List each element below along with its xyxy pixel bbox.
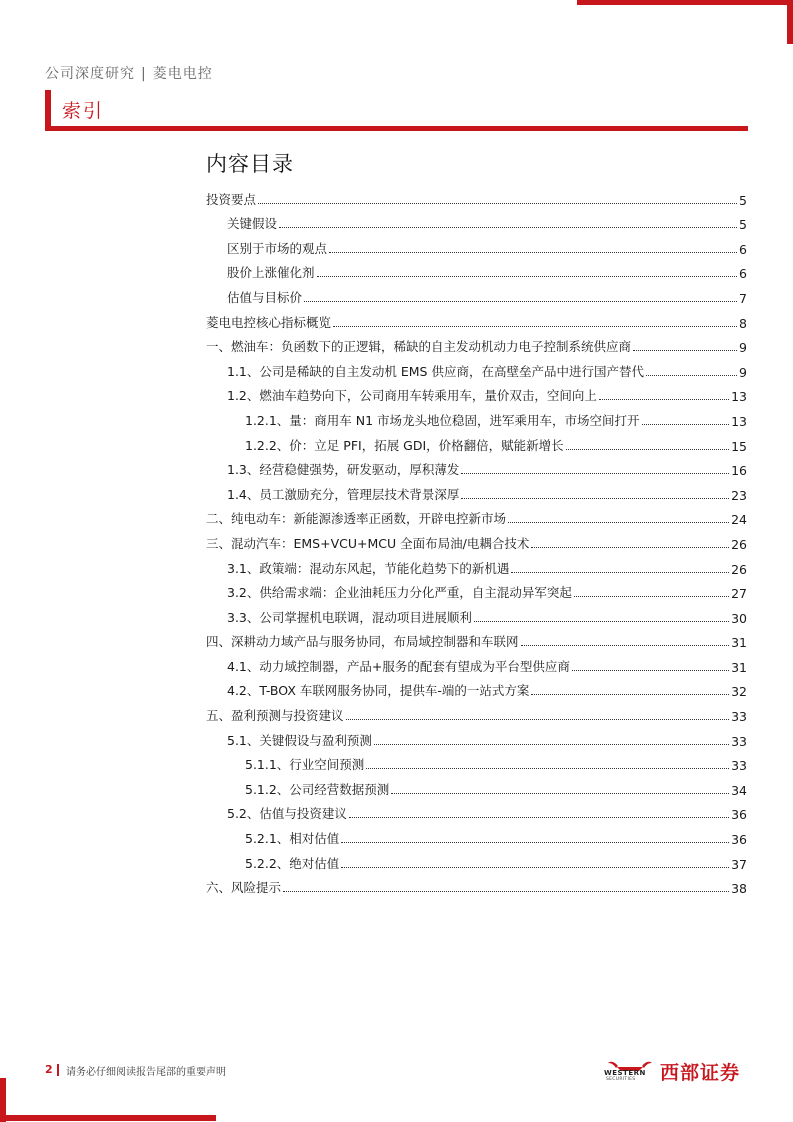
toc-entry-page: 26 bbox=[731, 536, 747, 552]
toc-entry-leader bbox=[258, 203, 737, 204]
toc-entry-label: 三、混动汽车：EMS+VCU+MCU 全面布局油/电耦合技术 bbox=[206, 535, 530, 551]
breadcrumb bbox=[45, 63, 213, 83]
toc-entry[interactable] bbox=[206, 552, 747, 577]
toc-entry-page: 26 bbox=[731, 561, 747, 577]
toc-entry-label: 5.2.2、绝对估值 bbox=[245, 855, 340, 871]
toc-entry-label: 六、风险提示 bbox=[206, 880, 282, 896]
toc-entry-label: 5.1.2、公司经营数据预测 bbox=[245, 781, 390, 797]
toc-entry-page: 16 bbox=[731, 463, 747, 479]
toc-entry-page: 24 bbox=[731, 512, 747, 528]
toc-entry-leader bbox=[531, 547, 729, 548]
toc-entry[interactable] bbox=[206, 601, 747, 626]
toc-entry[interactable] bbox=[206, 527, 747, 552]
toc-entry-page: 6 bbox=[739, 266, 747, 282]
toc-entry[interactable] bbox=[206, 257, 747, 282]
toc-entry-leader bbox=[531, 694, 729, 695]
toc-entry-label: 1.4、员工激励充分，管理层技术背景深厚 bbox=[227, 486, 460, 502]
toc-entry[interactable] bbox=[206, 232, 747, 257]
toc-entry-label: 二、纯电动车：新能源渗透率正函数，开辟电控新市场 bbox=[206, 511, 507, 527]
toc-entry-leader bbox=[346, 719, 730, 720]
toc-entry-page: 33 bbox=[731, 709, 747, 725]
toc-entry-label: 4.1、动力域控制器，产品+服务的配套有望成为平台型供应商 bbox=[227, 658, 570, 674]
toc-entry[interactable] bbox=[206, 724, 747, 749]
toc-entry-page: 38 bbox=[731, 881, 747, 897]
toc-entry-page: 5 bbox=[739, 192, 747, 208]
toc-entry-page: 33 bbox=[731, 733, 747, 749]
toc-entry[interactable] bbox=[206, 577, 747, 602]
toc-entry-page: 27 bbox=[731, 586, 747, 602]
toc-entry[interactable] bbox=[206, 650, 747, 675]
toc-entry-label: 一、燃油车：负函数下的正逻辑，稀缺的自主发动机动力电子控制系统供应商 bbox=[206, 339, 632, 355]
toc-entry-page: 13 bbox=[731, 413, 747, 429]
breadcrumb-separator: | bbox=[141, 66, 147, 82]
toc-entry-label: 估值与目标价 bbox=[227, 289, 303, 305]
section-divider bbox=[45, 126, 748, 131]
company-logo bbox=[604, 1055, 750, 1085]
toc-entry-leader bbox=[508, 522, 729, 523]
toc-entry-label: 1.1、公司是稀缺的自主发动机 EMS 供应商，在高壁垒产品中进行国产替代 bbox=[227, 363, 644, 379]
toc-entry[interactable] bbox=[206, 798, 747, 823]
toc-entry-page: 34 bbox=[731, 782, 747, 798]
toc-entry-leader bbox=[474, 621, 729, 622]
toc-entry-label: 投资要点 bbox=[206, 191, 257, 207]
toc-entry-page: 31 bbox=[731, 635, 747, 651]
toc-entry[interactable] bbox=[206, 626, 747, 651]
toc-entry-leader bbox=[279, 227, 737, 228]
toc-entry-leader bbox=[304, 301, 737, 302]
toc-entry-label: 五、盈利预测与投资建议 bbox=[206, 708, 344, 724]
toc-entry-label: 1.2.2、价：立足 PFI，拓展 GDI，价格翻倍，赋能新增长 bbox=[245, 437, 564, 453]
toc-entry-page: 32 bbox=[731, 684, 747, 700]
toc-entry-leader bbox=[317, 276, 738, 277]
toc-entry-label: 5.1、关键假设与盈利预测 bbox=[227, 732, 372, 748]
logo-chinese-text: 西部证券 bbox=[660, 1062, 741, 1084]
toc-entry[interactable] bbox=[206, 773, 747, 798]
toc-entry[interactable] bbox=[206, 454, 747, 479]
toc-entry[interactable] bbox=[206, 208, 747, 233]
toc-entry-page: 36 bbox=[731, 807, 747, 823]
toc-entry[interactable] bbox=[206, 478, 747, 503]
toc-entry-label: 1.2、燃油车趋势向下，公司商用车转乘用车，量价双击，空间向上 bbox=[227, 388, 597, 404]
toc-entry-label: 四、深耕动力域产品与服务协同，布局域控制器和车联网 bbox=[206, 634, 519, 650]
toc-entry-leader bbox=[329, 252, 737, 253]
page-number: 2 bbox=[45, 1063, 53, 1076]
toc-entry-label: 股价上涨催化剂 bbox=[227, 265, 315, 281]
toc-entry-label: 3.1、政策端：混动东风起，节能化趋势下的新机遇 bbox=[227, 560, 510, 576]
toc-entry-label: 5.1.1、行业空间预测 bbox=[245, 757, 365, 773]
toc-entry-page: 8 bbox=[739, 315, 747, 331]
toc-entry-leader bbox=[461, 473, 729, 474]
toc-entry-label: 1.2.1、量：商用车 N1 市场龙头地位稳固，进军乘用车，市场空间打开 bbox=[245, 412, 640, 428]
toc-entry-leader bbox=[521, 645, 730, 646]
toc-entry-page: 9 bbox=[739, 340, 747, 356]
toc-entry-leader bbox=[391, 793, 729, 794]
logo-brand-text: WESTERN bbox=[604, 1069, 646, 1077]
corner-decoration-top-right bbox=[577, 0, 793, 5]
breadcrumb-company: 菱电电控 bbox=[152, 66, 213, 82]
toc-entry-leader bbox=[341, 867, 729, 868]
logo-sub-text: SECURITIES bbox=[606, 1077, 636, 1082]
toc-entry-label: 关键假设 bbox=[227, 216, 278, 232]
section-marker-bar bbox=[45, 90, 51, 130]
toc-entry[interactable] bbox=[206, 429, 747, 454]
toc-entry-label: 4.2、T-BOX 车联网服务协同，提供车-端的一站式方案 bbox=[227, 683, 530, 699]
toc-entry-page: 7 bbox=[739, 290, 747, 306]
toc-entry-page: 15 bbox=[731, 438, 747, 454]
toc-entry[interactable] bbox=[206, 749, 747, 774]
toc-entry[interactable] bbox=[206, 183, 747, 208]
toc-entry[interactable] bbox=[206, 380, 747, 405]
toc-entry-label: 菱电电控核心指标概览 bbox=[206, 314, 332, 330]
toc-entry-page: 9 bbox=[739, 364, 747, 380]
toc-entry-page: 37 bbox=[731, 856, 747, 872]
toc-entry[interactable] bbox=[206, 872, 747, 897]
toc-entry-label: 区别于市场的观点 bbox=[227, 240, 328, 256]
toc-entry-label: 3.2、供给需求端：企业油耗压力分化严重，自主混动异军突起 bbox=[227, 585, 572, 601]
toc-entry-page: 6 bbox=[739, 241, 747, 257]
toc-title: 内容目录 bbox=[206, 152, 294, 176]
toc-entry-label: 5.2、估值与投资建议 bbox=[227, 806, 347, 822]
toc-entry-leader bbox=[646, 375, 737, 376]
toc-entry-leader bbox=[633, 350, 737, 351]
toc-entry-page: 13 bbox=[731, 389, 747, 405]
toc-entry-page: 30 bbox=[731, 610, 747, 626]
toc-entry-leader bbox=[366, 768, 729, 769]
toc-entry-label: 3.3、公司掌握机电联调，混动项目进展顺利 bbox=[227, 609, 472, 625]
toc-entry-leader bbox=[461, 498, 729, 499]
toc-entry-leader bbox=[283, 891, 729, 892]
corner-decoration-bottom-left bbox=[0, 1115, 216, 1121]
toc-entry-leader bbox=[349, 817, 729, 818]
toc-entry-page: 33 bbox=[731, 758, 747, 774]
toc-entry[interactable] bbox=[206, 331, 747, 356]
toc-entry-leader bbox=[599, 399, 729, 400]
toc-entry-leader bbox=[374, 744, 729, 745]
toc-entry[interactable] bbox=[206, 822, 747, 847]
toc-entry-page: 36 bbox=[731, 832, 747, 848]
section-title: 索引 bbox=[62, 100, 105, 122]
toc-entry[interactable] bbox=[206, 404, 747, 429]
toc-entry-leader bbox=[642, 424, 730, 425]
table-of-contents bbox=[206, 183, 747, 896]
toc-entry-leader bbox=[511, 572, 729, 573]
breadcrumb-report-type: 公司深度研究 bbox=[45, 66, 135, 82]
toc-entry-leader bbox=[574, 596, 729, 597]
corner-decoration-top-right-vertical bbox=[787, 0, 793, 44]
toc-entry-page: 5 bbox=[739, 217, 747, 233]
toc-entry-page: 31 bbox=[731, 659, 747, 675]
toc-entry[interactable] bbox=[206, 847, 747, 872]
toc-entry-label: 5.2.1、相对估值 bbox=[245, 831, 340, 847]
toc-entry[interactable] bbox=[206, 281, 747, 306]
toc-entry-leader bbox=[333, 326, 737, 327]
toc-entry[interactable] bbox=[206, 306, 747, 331]
toc-entry[interactable] bbox=[206, 675, 747, 700]
toc-entry-leader bbox=[572, 670, 729, 671]
toc-entry[interactable] bbox=[206, 503, 747, 528]
toc-entry-page: 23 bbox=[731, 487, 747, 503]
toc-entry-leader bbox=[341, 842, 729, 843]
disclaimer-note: 请务必仔细阅读报告尾部的重要声明 bbox=[66, 1067, 226, 1078]
toc-entry[interactable] bbox=[206, 699, 747, 724]
footer-separator bbox=[57, 1064, 59, 1076]
toc-entry-label: 1.3、经营稳健强势，研发驱动，厚积薄发 bbox=[227, 462, 460, 478]
toc-entry[interactable] bbox=[206, 355, 747, 380]
toc-entry-leader bbox=[566, 449, 729, 450]
